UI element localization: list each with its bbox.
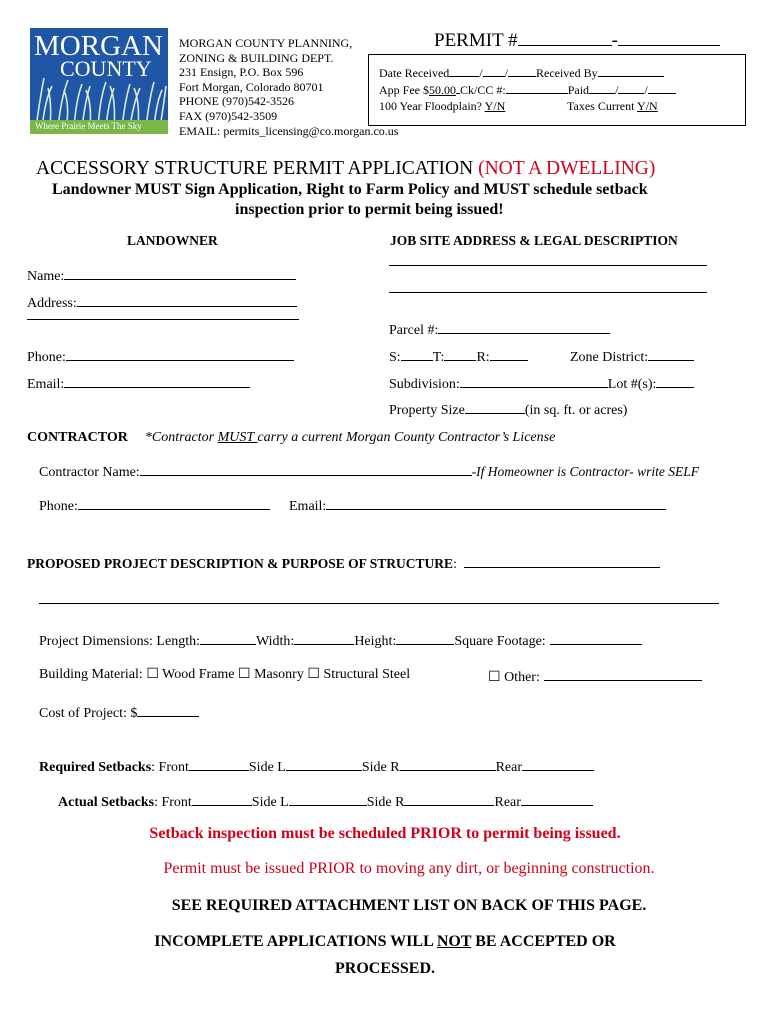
attachment-list-notice: SEE REQUIRED ATTACHMENT LIST ON BACK OF THIS PAGE. <box>171 897 647 914</box>
landowner-address-line2[interactable] <box>27 319 299 320</box>
app-fee-amount: 50.00 <box>429 83 456 97</box>
app-fee-label: App Fee $ <box>379 83 429 97</box>
contractor-section-header <box>27 430 555 446</box>
subdivision-label: Subdivision: <box>389 377 460 392</box>
date-received-label: Date Received <box>379 66 450 80</box>
height-label: Height: <box>354 634 397 649</box>
jobsite-address-line2[interactable] <box>389 292 707 293</box>
logo-tagline: Where Prairie Meets The Sky <box>35 121 142 131</box>
landowner-email-field[interactable] <box>27 373 250 393</box>
landowner-name-label: Name: <box>27 269 65 284</box>
required-side-l-label: Side L <box>248 760 286 775</box>
project-description-heading: PROPOSED PROJECT DESCRIPTION & PURPOSE OF STRUCTURE <box>27 556 454 571</box>
required-front-label: : Front <box>151 760 189 775</box>
subdivision-field[interactable] <box>389 373 694 393</box>
contractor-license-note: *Contractor MUST carry a current Morgan County Contractor’s License <box>144 430 556 445</box>
office-use-box <box>368 54 746 126</box>
contractor-phone-label: Phone: <box>39 499 78 514</box>
dept-line: FAX (970)542-3509 <box>179 108 278 123</box>
permit-prior-notice: Permit must be issued PRIOR to moving any dirt, or beginning construction. <box>163 860 655 877</box>
landowner-phone-label: Phone: <box>27 350 66 365</box>
width-label: Width: <box>255 634 295 649</box>
ckcc-label: Ck/CC #: <box>460 83 506 97</box>
dept-line: ZONING & BUILDING DEPT. <box>179 50 334 65</box>
permit-number-field[interactable]: PERMIT # - <box>434 29 720 52</box>
structural-steel-label: Structural Steel <box>323 667 411 682</box>
range-label: R: <box>476 350 490 365</box>
date-received-field[interactable]: Date Received / / Received By <box>379 62 664 81</box>
form-title-text: ACCESSORY STRUCTURE PERMIT APPLICATION <box>36 158 474 179</box>
actual-setbacks-label: Actual Setbacks <box>58 795 155 810</box>
landowner-heading: LANDOWNER <box>127 233 218 248</box>
processed-notice: PROCESSED. <box>334 960 436 977</box>
logo-word-county: COUNTY <box>60 56 152 81</box>
building-material-row <box>39 666 410 683</box>
homeowner-self-note: -If Homeowner is Contractor- write SELF <box>471 464 700 479</box>
not-a-dwelling-note: (NOT A DWELLING) <box>478 158 656 179</box>
cost-of-project-label: Cost of Project: $ <box>39 706 138 721</box>
required-setbacks-label: Required Setbacks <box>39 760 152 775</box>
incomplete-applications-notice: INCOMPLETE APPLICATIONS WILL NOT BE ACCEPTED OR <box>154 933 616 950</box>
project-description-field[interactable]: PROPOSED PROJECT DESCRIPTION & PURPOSE OF STRUCTURE: <box>27 553 660 572</box>
masonry-label: Masonry <box>254 667 304 682</box>
parcel-label: Parcel #: <box>389 323 439 338</box>
project-dimensions-row[interactable] <box>39 630 642 650</box>
property-size-field[interactable] <box>389 399 627 419</box>
other-label: Other: <box>504 670 540 685</box>
taxes-current-label: Taxes Current <box>567 99 635 113</box>
setback-inspection-notice: Setback inspection must be scheduled PRIOR to permit being issued. <box>149 825 621 842</box>
dept-line: 231 Ensign, P.O. Box 596 <box>179 65 304 80</box>
contractor-email-label: Email: <box>289 499 327 514</box>
str-field[interactable] <box>389 346 528 366</box>
property-size-label: Property Size <box>389 403 465 418</box>
floodplain-field[interactable] <box>379 99 505 114</box>
project-description-line2[interactable] <box>39 603 719 604</box>
received-by-label: Received By <box>535 66 598 80</box>
other-checkbox[interactable]: ☐ <box>488 670 501 685</box>
contractor-name-field[interactable] <box>39 461 699 481</box>
dept-line: Fort Morgan, Colorado 80701 <box>179 79 324 94</box>
taxes-current-yn: Y/N <box>637 99 658 113</box>
required-side-r-label: Side R <box>361 760 400 775</box>
floodplain-label: 100 Year Floodplain? <box>379 99 482 113</box>
lot-label: Lot #(s): <box>607 377 657 392</box>
actual-setbacks-row[interactable] <box>58 791 593 811</box>
other-material-field[interactable] <box>488 666 702 686</box>
contractor-email-field[interactable] <box>289 495 666 515</box>
dept-line: PHONE (970)542-3526 <box>179 94 294 109</box>
required-setbacks-row[interactable] <box>39 756 594 776</box>
square-footage-label: Square Footage: <box>454 634 546 649</box>
property-size-units: (in sq. ft. or acres) <box>524 403 628 418</box>
paid-label: Paid <box>567 83 590 97</box>
required-rear-label: Rear <box>495 760 523 775</box>
dept-email-line: EMAIL: permits_licensing@co.morgan.co.us <box>179 123 399 138</box>
masonry-checkbox[interactable]: ☐ <box>238 667 251 682</box>
actual-side-l-label: Side L <box>251 795 289 810</box>
wood-frame-checkbox[interactable]: ☐ <box>146 667 159 682</box>
building-material-label: Building Material: <box>39 667 143 682</box>
department-address <box>179 36 398 138</box>
app-fee-row[interactable]: App Fee $50.00 Ck/CC #: Paid / / <box>379 79 676 98</box>
cost-of-project-field[interactable] <box>39 702 199 722</box>
permit-number-label: PERMIT # <box>434 30 518 51</box>
township-label: T: <box>432 350 445 365</box>
form-title <box>36 158 655 180</box>
actual-rear-label: Rear <box>494 795 521 810</box>
zone-district-label: Zone District: <box>570 350 649 365</box>
dept-line: MORGAN COUNTY PLANNING, <box>179 36 353 50</box>
zone-district-field[interactable] <box>570 346 694 366</box>
jobsite-address-line1[interactable] <box>389 265 707 266</box>
contractor-heading: CONTRACTOR <box>27 430 128 445</box>
morgan-county-logo <box>30 28 168 134</box>
landowner-address-field[interactable] <box>27 292 297 312</box>
floodplain-yn: Y/N <box>484 99 506 113</box>
jobsite-heading: JOB SITE ADDRESS & LEGAL DESCRIPTION <box>390 233 678 248</box>
taxes-current-field[interactable] <box>567 99 658 114</box>
landowner-phone-field[interactable] <box>27 346 294 366</box>
actual-front-label: : Front <box>154 795 192 810</box>
wood-frame-label: Wood Frame <box>162 667 235 682</box>
landowner-instruction-line2: inspection prior to permit being issued! <box>235 201 504 218</box>
actual-side-r-label: Side R <box>366 795 405 810</box>
structural-steel-checkbox[interactable]: ☐ <box>307 667 320 682</box>
contractor-name-label: Contractor Name: <box>39 465 140 480</box>
section-label: S: <box>389 350 401 365</box>
length-label: Project Dimensions: Length: <box>39 634 200 649</box>
landowner-name-field[interactable] <box>27 265 296 285</box>
landowner-email-label: Email: <box>27 377 65 392</box>
parcel-field[interactable] <box>389 319 610 339</box>
contractor-phone-field[interactable] <box>39 495 270 515</box>
landowner-address-label: Address: <box>27 296 77 311</box>
landowner-instruction-line1: Landowner MUST Sign Application, Right to Farm Policy and MUST schedule setback <box>52 181 648 198</box>
logo-word-morgan: MORGAN <box>34 30 163 62</box>
